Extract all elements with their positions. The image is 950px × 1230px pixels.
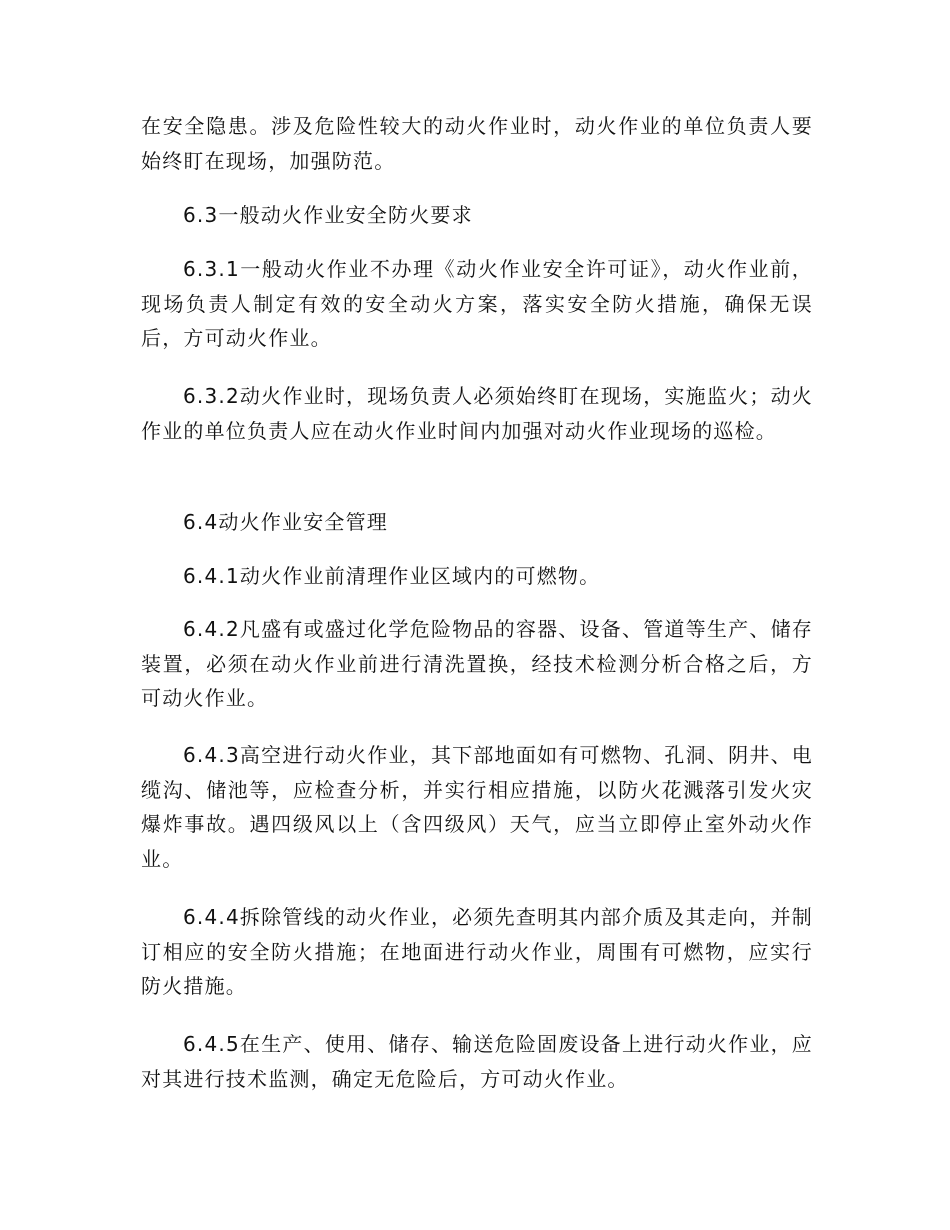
clause-6-4-5: 6.4.5在生产、使用、储存、输送危险固废设备上进行动火作业，应对其进行技术监测，确定无危险后，方可动火作业。 [141,1032,813,1091]
section-heading-6-4: 6.4动火作业安全管理 [183,510,389,534]
clause-6-3-1: 6.3.1一般动火作业不办理《动火作业安全许可证》，动火作业前，现场负责人制定有效的安全动火方案，落实安全防火措施，确保无误后，方可动火作业。 [141,257,813,350]
paragraph-continuation: 在安全隐患。涉及危险性较大的动火作业时，动火作业的单位负责人要始终盯在现场，加强防范。 [141,114,813,173]
clause-6-4-2: 6.4.2凡盛有或盛过化学危险物品的容器、设备、管道等生产、储存装置，必须在动火作业前进行清洗置换，经技术检测分析合格之后，方可动火作业。 [141,617,813,710]
clause-6-4-4: 6.4.4拆除管线的动火作业，必须先查明其内部介质及其走向，并制订相应的安全防火措施；在地面进行动火作业，周围有可燃物，应实行防火措施。 [141,905,813,998]
clause-6-4-1: 6.4.1动火作业前清理作业区域内的可燃物。 [183,564,601,588]
clause-6-3-2: 6.3.2动火作业时，现场负责人必须始终盯在现场，实施监火；动火作业的单位负责人应在动火作业时间内加强对动火作业现场的巡检。 [141,384,813,443]
clause-6-4-3: 6.4.3高空进行动火作业，其下部地面如有可燃物、孔洞、阴井、电缆沟、储池等，应检查分析，并实行相应措施，以防火花溅落引发火灾爆炸事故。遇四级风以上（含四级风）天气，应当立即停止室外动火作业。 [141,743,813,871]
section-heading-6-3: 6.3一般动火作业安全防火要求 [183,203,473,227]
